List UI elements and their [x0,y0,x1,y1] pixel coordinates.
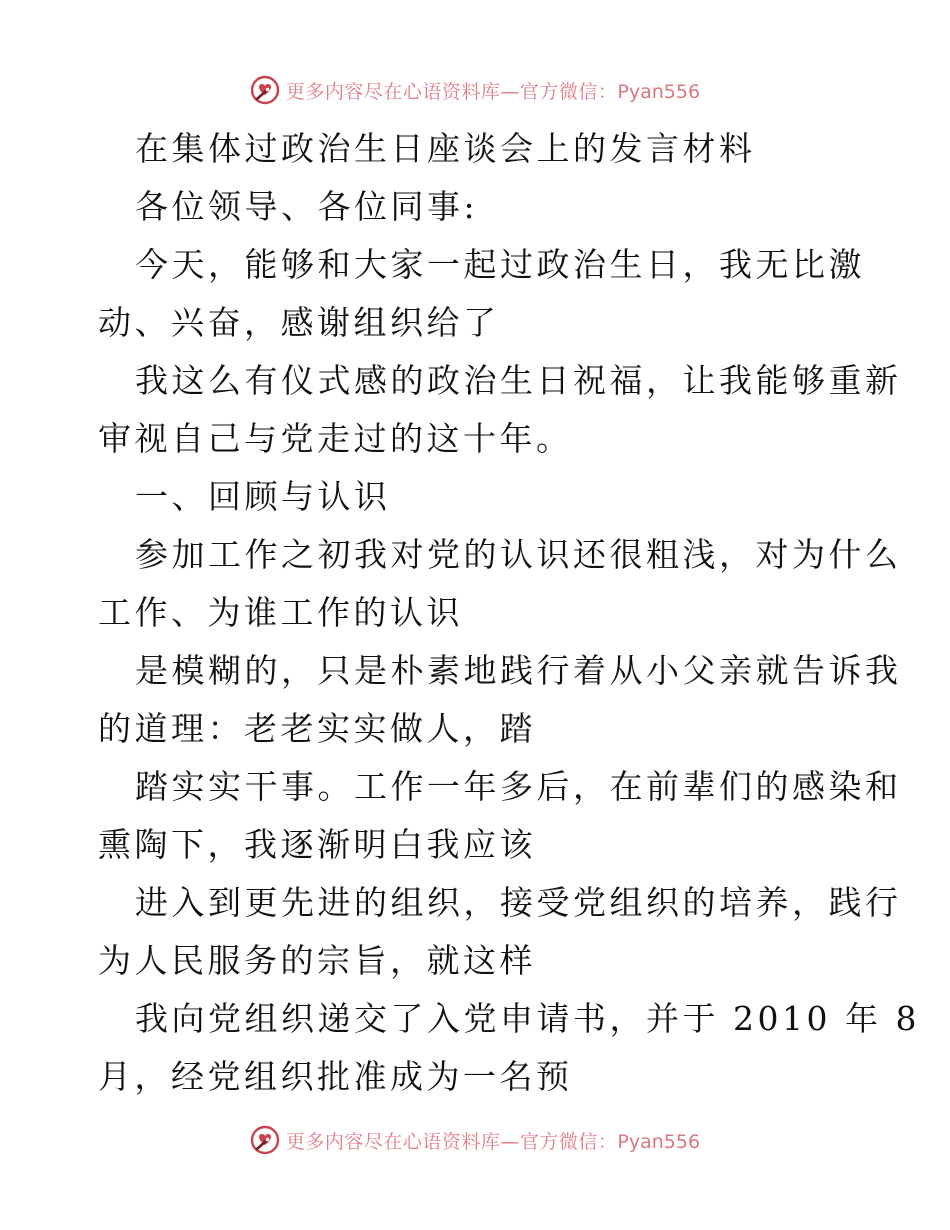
paragraph-line: 我这么有仪式感的政治生日祝福，让我能够重新 [135,361,902,400]
watermark-site-text: 更多内容尽在心语资料库—官方微信： [285,80,618,103]
section-heading: 一、回顾与认识 [135,477,391,516]
watermark-text [286,1127,700,1154]
paragraph-line: 的道理：老老实实做人，踏 [98,709,536,748]
paragraph-line: 我向党组织递交了入党申请书，并于 2010 年 8 [135,999,920,1038]
heart-pen-logo-icon [250,1125,280,1155]
watermark-handle: Pyan556 [617,1130,701,1153]
paragraph-line: 参加工作之初我对党的认识还很粗浅，对为什么 [135,535,902,574]
document-body [98,120,920,1106]
paragraph-line: 动、兴奋，感谢组织给了 [98,303,500,342]
paragraph-line: 审视自己与党走过的这十年。 [98,419,573,458]
paragraph-line: 工作、为谁工作的认识 [98,593,463,632]
watermark-text [286,77,700,104]
watermark-site-text: 更多内容尽在心语资料库—官方微信： [285,1130,618,1153]
paragraph-line: 熏陶下，我逐渐明白我应该 [98,825,536,864]
paragraph-line: 进入到更先进的组织，接受党组织的培养，践行 [135,883,902,922]
footer-watermark [0,1120,950,1160]
paragraph-line: 为人民服务的宗旨，就这样 [98,941,536,980]
paragraph-line: 踏实实干事。工作一年多后，在前辈们的感染和 [135,767,902,806]
document-title: 在集体过政治生日座谈会上的发言材料 [135,129,756,168]
paragraph-line: 是模糊的，只是朴素地践行着从小父亲就告诉我 [135,651,902,690]
heart-pen-logo-icon [250,75,280,105]
paragraph-line: 月，经党组织批准成为一名预 [98,1057,573,1096]
paragraph-line: 今天，能够和大家一起过政治生日，我无比激 [135,245,865,284]
header-watermark [0,70,950,110]
salutation: 各位领导、各位同事: [135,187,479,226]
watermark-handle: Pyan556 [617,80,701,103]
